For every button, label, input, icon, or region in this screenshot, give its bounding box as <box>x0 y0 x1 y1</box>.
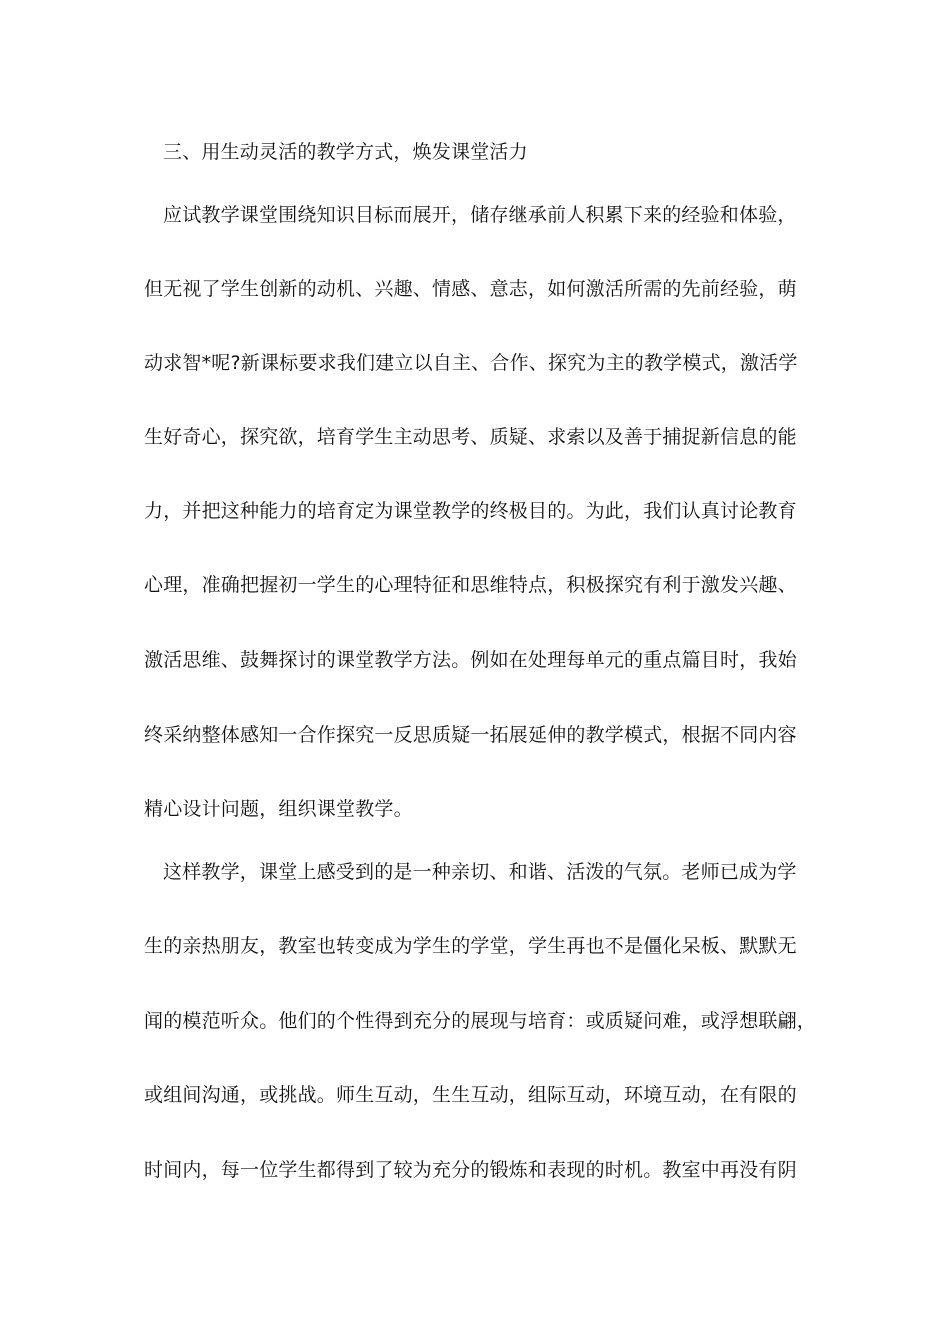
section-heading: 三、用生动灵活的教学方式，焕发课堂活力 <box>163 141 528 163</box>
paragraph-line: 动求智*呢?新课标要求我们建立以自主、合作、探究为主的教学模式，激活学 <box>144 352 798 374</box>
paragraph-line: 或组间沟通，或挑战。师生互动，生生互动，组际互动，环境互动，在有限的 <box>144 1084 797 1106</box>
paragraph-line: 闻的模范听众。他们的个性得到充分的展现与培育：或质疑问难，或浮想联翩， <box>144 1010 817 1032</box>
paragraph-line: 生的亲热朋友，教室也转变成为学生的学堂，学生再也不是僵化呆板、默默无 <box>144 935 797 957</box>
paragraph-line: 这样教学，课堂上感受到的是一种亲切、和谐、活泼的气氛。老师已成为学 <box>163 861 797 883</box>
paragraph-line: 应试教学课堂围绕知识目标而展开，储存继承前人积累下来的经验和体验， <box>163 204 797 226</box>
paragraph-line: 力，并把这种能力的培育定为课堂教学的终极目的。为此，我们认真讨论教育 <box>144 500 797 522</box>
paragraph-line: 终采纳整体感知一合作探究一反思质疑一拓展延伸的教学模式，根据不同内容 <box>144 724 797 746</box>
paragraph-line: 生好奇心，探究欲，培育学生主动思考、质疑、求索以及善于捕捉新信息的能 <box>144 426 797 448</box>
paragraph-line: 时间内，每一位学生都得到了较为充分的锻炼和表现的时机。教室中再没有阴 <box>144 1159 797 1181</box>
paragraph-line: 激活思维、鼓舞探讨的课堂教学方法。例如在处理每单元的重点篇目时，我始 <box>144 649 797 671</box>
paragraph-line: 但无视了学生创新的动机、兴趣、情感、意志，如何激活所需的先前经验，萌 <box>144 278 797 300</box>
paragraph-line: 精心设计问题，组织课堂教学。 <box>144 798 413 820</box>
paragraph-line: 心理，准确把握初一学生的心理特征和思维特点，积极探究有利于激发兴趣、 <box>144 574 797 596</box>
